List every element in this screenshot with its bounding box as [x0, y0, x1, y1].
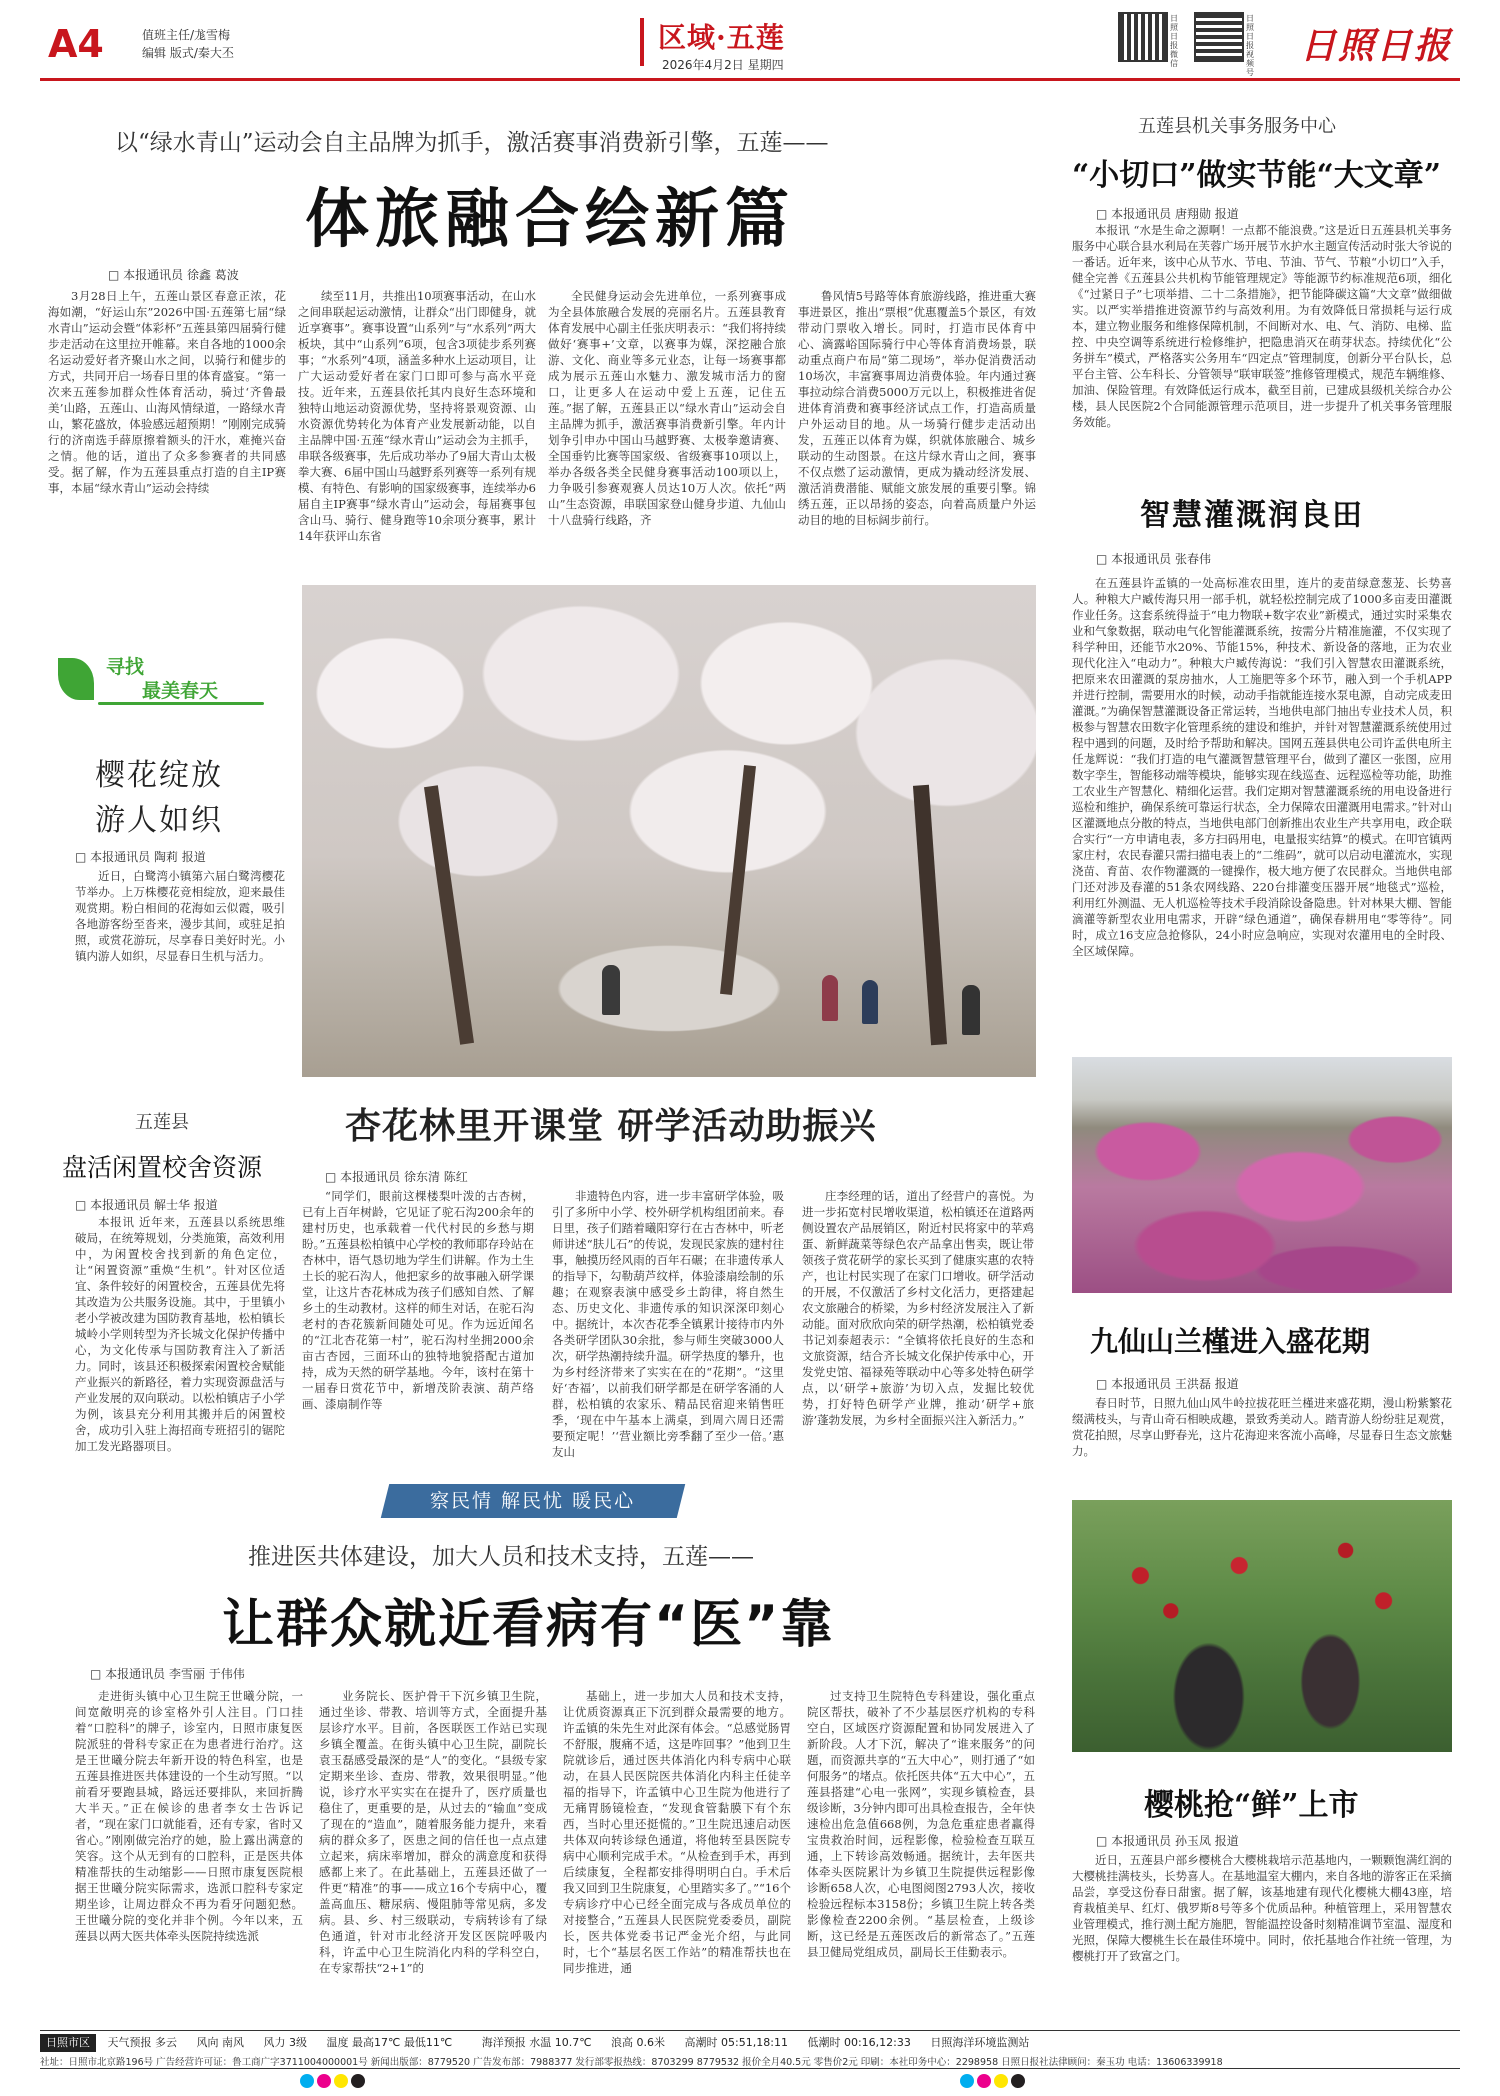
section-name: 区域·五莲 — [658, 21, 785, 54]
page-number: A4 — [48, 22, 104, 66]
school-body: 本报讯 近年来，五莲县以系统思维破局，在统筹规划，分类施策，高效利用中，为闲置校舍找到新的角色定位，让“闲置资源”重焕“生机”。针对区位适宜、条件较好的闲置校舍，五莲县优先将其改造为公共服务设施。其中，于里镇小老小学被改建为国防教育基地，松柏镇长城岭小学则转型为齐长城文化保护传播中心，为文化传承与国防教育注入了新活力。同时，该县还积极探索闲置校舍赋能产业振兴的新路径，着力实现资源盘活与产业发展的双向联动。以松柏镇店子小学为例，该县充分利用其搬并后的闲置校舍，成功引入驻上海招商专班招引的锯陀加工发光路器项目。 — [75, 1215, 285, 1453]
badge-underline — [98, 702, 264, 705]
visitor-figure — [962, 985, 980, 1035]
wind-direction: 风向 南风 — [196, 2036, 244, 2049]
health-headline: 让群众就近看病有“医”靠 — [222, 1595, 835, 1655]
apricot-col-1: “同学们，眼前这棵楼梨叶泼的古杏树，已有上百年树龄，它见证了驼石沟200余年的建村历史，也承载着一代代村民的乡愁与期盼。”五莲县松柏镇中心学校的教师耶存玲站在杏林中，语气恳切地为学生们讲解。作为土生土长的驼石沟人，他把家乡的故事融入研学课堂，让这片杏花林成为孩子们感知自然、了解乡土的生动教材。这样的师生对话，在驼石沟老村的杏花簇新间随处可见。作为远近闻名的“江北杏花第一村”，驼石沟村坐拥2000余亩古杏园，三面环山的独特地貌搭配古道加持，成为天然的研学基地。今年，该村在第十一届春日赏花节中，新增茂阶表演、葫芦络画、漆扇制作等 — [302, 1189, 534, 1411]
lead-col-4: 鲁风情5号路等体育旅游线路，推进重大赛事进景区，推出“票根”优惠覆盖5个景区，有效带动门票收入增长。同时，打造市民体育中心、滴露峪国际骑行中心等体育消费场景，联动重点商户布局“第二现场”，举办促消费活动10场次，丰富赛事周边消费体验。年内通过赛事拉动综合消费5000万元以上，积极推进省促进体育消费和赛事经济试点工作，打造高质量户外运动目的地。从一场骑行健步走活动出发，五莲正以体育为媒，织就体旅融合、城乡联动的生动图景。在这片绿水青山之间，赛事不仅点燃了运动激情，更成为撬动经济发展、激活消费潜能、赋能文旅发展的重要引擎。锦绣五莲，正以昂扬的姿态，向着高质量户外运动目的地的目标阔步前行。 — [798, 289, 1036, 527]
editor-line-1: 值班主任/尨雪梅 — [142, 28, 231, 42]
school-kicker: 五莲县 — [135, 1112, 189, 1133]
cherry-blossom-photo — [302, 585, 1036, 1077]
lead-byline: □ 本报通讯员 徐鑫 葛波 — [108, 266, 239, 283]
lead-col-2: 续至11月，共推出10项赛事活动，在山水之间串联起运动激情，让群众“出门即健身，就近享赛事”。赛事设置“山系列”与“水系列”两大板块，其中“山系列”6项，包含3项徒步系列赛事；“水系列”4项，涵盖多种水上运动项目，让广大运动爱好者在家门口即可参与高水平竞技。近年来，五莲县依托其内良好生态环境和独特山地运动资源优势，坚持将景观资源、山水资源优势转化为体育产业发展新动能，以自主品牌中国·五莲“绿水青山”运动会为主抓手，串联各级赛事，先后成功举办了9届大青山太极拳大赛、6届中国山马越野系列赛等一系列有规模、有特色、有影响的国家级赛事，连续举办6届自主IP赛事“绿水青山”运动会，每届赛事包含山马、骑行、健身跑等10余项分赛事，累计14年获评山东省 — [298, 289, 536, 543]
apricot-headline: 杏花林里开课堂 研学活动助振兴 — [345, 1106, 877, 1147]
masthead-rule — [40, 78, 1460, 81]
visitor-figure — [822, 975, 838, 1021]
badge-word-2: 最美春天 — [142, 680, 219, 702]
health-col-2: 业务院长、医护骨干下沉乡镇卫生院，通过坐诊、带教、培训等方式，全面提升基层诊疗水平。目前，各医联医工作站已实现乡镇全覆盖。在街头镇中心卫生院，副院长袁玉磊感受最深的是“人”的变化。“县级专家定期来坐诊、查房、带教，效果很明显。”他说，诊疗水平实实在在提升了，医疗质量也稳住了，更重要的是，从过去的“输血”变成了现在的“造血”，随着服务能力提升，来看病的群众多了，医患之间的信任也一点点建立起来，病床率增加，群众的满意度和获得感都上来了。在此基础上，五莲县还做了一件更“精准”的事——成立16个专病中心，覆盖高血压、糖尿病、慢阻肺等常见病，多发病。县、乡、村三级联动，专病转诊有了绿色通道，针对市北经济开发区医院呼吸内科，许孟中心卫生院消化内科的学科空白，在专家帮扶“2+1”的 — [319, 1689, 547, 1975]
spring-badge — [58, 650, 268, 710]
temperature: 温度 最高17℃ 最低11℃ — [326, 2036, 453, 2049]
cherry-picking-photo — [1072, 1500, 1452, 1752]
footer-top-rule — [40, 2030, 1460, 2031]
school-byline: □ 本报通讯员 解士华 报道 — [75, 1196, 218, 1213]
redbud-headline: 九仙山兰槿进入盛花期 — [1090, 1325, 1371, 1358]
apricot-byline: □ 本报通讯员 徐东清 陈红 — [325, 1168, 468, 1185]
color-registration-marks-left — [300, 2074, 365, 2088]
low-tide: 低潮时 00:16,12:33 — [807, 2036, 911, 2049]
registration-dot — [300, 2074, 314, 2088]
health-byline: □ 本报通讯员 李雪丽 于伟伟 — [90, 1665, 245, 1682]
sea-forecast: 海洋预报 水温 10.7℃ — [481, 2036, 592, 2049]
registration-dot — [1011, 2074, 1025, 2088]
health-kicker: 推进医共体建设，加大人员和技术支持，五莲—— — [248, 1544, 754, 1570]
registration-dot — [994, 2074, 1008, 2088]
tree-trunk — [424, 785, 474, 1044]
high-tide: 高潮时 05:51,18:11 — [684, 2036, 788, 2049]
registration-dot — [977, 2074, 991, 2088]
visitor-figure — [862, 980, 878, 1024]
cherry-body: 近日，白鹭湾小镇第六届白鹭湾樱花节举办。上万株樱花竞相绽放，迎来最佳观赏期。粉白相间的花海如云似霞，吸引各地游客纷至沓来，漫步其间，或驻足拍照，或赏花游玩，尽享春日美好时光。小镇内游人如织，尽显春日生机与活力。 — [75, 869, 285, 963]
monitor-station: 日照海洋环境监测站 — [930, 2036, 1030, 2049]
registration-dot — [334, 2074, 348, 2088]
health-text-columns — [75, 1688, 1037, 2026]
apricot-col-2: 非遗特色内容，进一步丰富研学体验，吸引了多所中小学、校外研学机构组团前来。春日里，孩子们踏着曦阳穿行在古杏林中，听老师讲述“肤儿石”的传说，发现民家族的建村往事，触摸历经风雨的百年石碾；在非遗传承人的指导下，勾勒葫芦纹样，体验漆扇绘制的乐趣；在观察表演中感受乡土韵律，将自然生态、历史文化、非遗传承的知识深深印刻心中。据统计，本次杏花季全镇累计接待市内外各类研学团队30余批，参与师生突破3000人次，研学热潮持续升温。研学热度的攀升，也为乡村经济带来了实实在在的“花期”。“这里好‘杏福’，以前我们研学都是在研学客涌的人群，松柏镇的农家乐、精品民宿迎来销售旺季，‘现在中午基本上满桌，到周六周日还需要预定呢！’‘营业额比旁季翻了至少一倍。’惠友山 — [552, 1189, 784, 1459]
energy-byline: □ 本报通讯员 唐翔勋 报道 — [1096, 205, 1239, 222]
school-headline: 盘活闲置校舍资源 — [62, 1153, 263, 1182]
qr-code-2 — [1196, 14, 1242, 60]
lead-col-1: 3月28日上午，五莲山景区春意正浓，花海如潮，“好运山东”2026中国·五莲第七届“绿水青山”运动会暨“体彩杯”五莲县第四届骑行健步走活动在这里拉开帷幕。来自各地的1000余名运动爱好者齐聚山水之间，以骑行和健步的方式，共同开启一场春日里的体育盛宴。“第一次来五莲参加群众性体育活动，骑过‘齐鲁最美’山路，五莲山、山海风情绿道，一路绿水青山，繁花盛放，体验感远超预期！”刚刚完成骑行的济南选手薛原擦着额头的汗水，难掩兴奋之情。他的话，道出了众多参赛者的共同感受。据了解，作为五莲县重点打造的自主IP赛事，本届“绿水青山”运动会持续 — [48, 289, 286, 495]
health-col-3: 基础上，进一步加大人员和技术支持，让优质资源真正下沉到群众最需要的地方。许孟镇的朱先生对此深有体会。“总感觉肠胃不舒服，腹痛不适，这是咋回事？”他到卫生院就诊后，通过医共体消化内科专病中心联动，在县人民医院医共体消化内科主任徒辛福的指导下，许孟镇中心卫生院为他进行了无痛胃肠镜检查，“发现食管黏膜下有个东西，当时心里还挺慌的。”卫生院迅速启动医共体双向转诊绿色通道，将他转至县医院专病中心顺利完成手术。“从检查到手术，再到后续康复，全程都安排得明明白白。手术后我又回到卫生院康复，心里踏实多了。”“16个专病诊疗中心已经全面完成与各成员单位的对接整合，”五莲县人民医院党委委员，副院长，医共体党委书记严金光介绍，与此同时，七个“基层名医工作站”的精准帮扶也在同步推进，通 — [563, 1689, 791, 1975]
editor-line-2: 编辑 版式/秦大丕 — [142, 46, 234, 60]
lead-headline: 体旅融合绘新篇 — [305, 183, 795, 257]
energy-kicker: 五莲县机关事务服务中心 — [1138, 116, 1336, 137]
cherry-fruit-body: 近日，五莲县户部乡樱桃合大樱桃栽培示范基地内，一颗颗饱满红润的大樱桃挂满枝头，长势喜人。在基地温室大棚内，来自各地的游客正在采摘品尝，享受这份春日甜蜜。据了解，该基地建有现代化樱桃大棚43座，培育栽植美早、红灯、俄罗斯8号等多个优质品种。种植管理上，采用智慧农业管理模式，推行测土配方施肥，智能温控设备时刻精准调节室温、湿度和光照，保障大樱桃生长在最佳环境中。同时，依托基地合作社统一管理，为樱桃打开了致富之门。 — [1072, 1853, 1452, 1963]
cherry-byline: □ 本报通讯员 陶莉 报道 — [75, 848, 206, 865]
tree-trunk — [720, 765, 756, 995]
weather-forecast: 天气预报 多云 — [107, 2036, 177, 2049]
irrigation-headline: 智慧灌溉润良田 — [1140, 498, 1364, 533]
health-col-4: 过支持卫生院特色专科建设，强化重点院区帮扶，破补了不少基层医疗机构的专科空白，区域医疗资源配置和协同发展进入了新阶段。人才下沉，解决了“谁来服务”的问题，而资源共享的“五大中心”，则打通了“如何服务”的堵点。依托医共体“五大中心”，五莲县搭建“心电一张网”，实现乡镇检查，县级诊断，3分钟内即可出具检查报告，全年快速检出危急值668例，为急危重症患者赢得宝贵救治时间，远程影像，检验检查互联互通，上下转诊高效畅通。据统计，去年医共体牵头医院累计为乡镇卫生院提供远程影像诊断658人次，心电图阅图2793人次，接收检验远程标本3158份；乡镇卫生院上转各类影像检查2200余例。“基层检查，上级诊断，这已经是五莲医改后的新常态了。”五莲县卫健局党组成员，副局长王佳勤表示。 — [807, 1689, 1035, 1959]
banner-text: 察民情 解民忧 暖民心 — [430, 1490, 636, 1512]
tree-trunk — [913, 785, 947, 1045]
masthead-divider-1 — [640, 18, 644, 66]
wind-force: 风力 3级 — [263, 2036, 307, 2049]
wave-height: 浪高 0.6米 — [611, 2036, 666, 2049]
badge-word-1: 寻找 — [106, 656, 145, 678]
qr-caption-1: 日照日报微信 — [1170, 14, 1178, 68]
qr-caption-2: 日照日报视频号 — [1246, 14, 1254, 77]
footer-bottom-rule — [40, 2068, 1460, 2069]
apricot-col-3: 庄李经理的话，道出了经营户的喜悦。为进一步拓宽村民增收渠道，松柏镇还在道路两侧设置农产品展销区，附近村民将家中的苹鸡蛋、新鲜蔬菜等绿色农产品拿出售卖，既让带领孩子赏花研学的家长买到了健康实惠的农特产，也让村民实现了在家门口增收。研学活动的开展，不仅激活了乡村文化活力，更搭建起农文旅融合的桥梁，为乡村经济发展注入了新动能。面对欣欣向荣的研学热潮，松柏镇党委书记刘泰超表示：“全镇将依托良好的生态和文旅资源，结合齐长城文化保护传承中心，开发党史馆、福禄苑等联动中心等多处特色研学点，以‘研学+旅游’为切入点，发掘比较优势，打好特色研学产业牌，推动‘研学+旅游’蓬勃发展，为乡村全面振兴注入新活力。” — [802, 1189, 1034, 1427]
leaf-icon — [58, 658, 94, 700]
registration-dot — [351, 2074, 365, 2088]
registration-dot — [960, 2074, 974, 2088]
redbud-body: 春日时节，日照九仙山风牛岭拉拔花旺兰槿进来盛花期，漫山粉紫繁花缀满枝头，与青山奇石相映成趣，景致秀美动人。踏青游人纷纷驻足观赏，赏花拍照，尽享山野春光，这片花海迎来客流小高峰，尽显春日生态文旅魅力。 — [1072, 1396, 1452, 1458]
qr-code-1 — [1120, 14, 1166, 60]
footer-location-label: 日照市区 — [40, 2034, 96, 2052]
health-col-1: 走进街头镇中心卫生院王世曦分院，一间宽敞明亮的诊室格外引人注目。门口挂着“口腔科”的牌子，诊室内，日照市康复医院派驻的骨科专家正在为患者进行治疗。这是王世曦分院去年新开设的特色科室，也是五莲县推进医共体建设的一个生动写照。“以前看牙要跑县城，路远还要排队，来回折腾大半天。”正在候诊的患者李女士告诉记者，“现在家门口就能看，还有专家，省时又省心。”刚刚做完治疗的她，脸上露出满意的笑容。这个从无到有的口腔科，正是医共体精准帮扶的生动缩影——日照市康复医院根据王世曦分院实际需求，选派口腔科专家定期坐诊，让周边群众不再为看牙问题犯愁。王世曦分院的变化并非个例。今年以来，五莲县以两大医共体牵头医院持续选派 — [75, 1689, 303, 1943]
irrigation-byline: □ 本报通讯员 张春伟 — [1096, 550, 1211, 567]
apricot-text-columns — [302, 1188, 1036, 1468]
cherry-headline-2: 游人如织 — [95, 803, 223, 838]
theme-banner — [381, 1484, 685, 1518]
cherry-fruit-byline: □ 本报通讯员 孙玉凤 报道 — [1096, 1832, 1239, 1849]
newspaper-logo: 日照日报 — [1300, 25, 1453, 67]
redbud-mountain-photo — [1072, 1057, 1452, 1293]
irrigation-body: 在五莲县许孟镇的一处高标准农田里，连片的麦苗绿意葱茏、长势喜人。种粮大户臧传海只用一部手机，就轻松控制完成了1000多亩麦田灌溉作业任务。这套系统得益于“电力物联+数字农业”新模式，通过实时采集农业和气象数据，联动电气化智能灌溉系统，按需分片精准施灌，不仅实现了科学种田，还能节水20%、节能15%，种技术、新设备的落地，正为农业现代化注入“电动力”。种粮大户臧传海说：“我们引入智慧农田灌溉系统，把原来农田灌溉的泵房抽水，人工施肥等多个环节，融入到一个手机APP并进行控制，需要用水的时候，动动手指就能连接水泵电源，自动完成麦田灌溉。”为确保智慧灌溉设备正常运转，当地供电部门抽出专业技术人员，积极参与智慧农田数字化管理系统的建设和维护，并针对智慧灌溉系统使用过程中遇到的问题，及时给予帮助和解决。国网五莲县供电公司许孟供电所主任尨辉说：“我们打造的电气灌溉智慧管理平台，做到了灌区一张图，应用数字孪生，智能移动端等模块，能够实现在线巡查、远程巡检等功能，助推工农业生产智慧化、精细化运营。我们定期对智慧灌溉系统的用电设备进行巡检和维护，确保系统可靠运行状态，全力保障农田灌溉用电需求。”针对山区灌溉地点分散的特点，当地供电部门创新推出农业生产共享用电，政企联合实行“一方申请电表，多方扫码用电，电量报实结算”的模式。在叩官镇两家庄村，农民春灌只需扫描电表上的“二维码”，就可以启动电灌流水，实现浇苗、育苗、农作物灌溉的一键操作，极大地方便了农民群众。当地供电部门还对涉及春灌的51条农网线路、220台排灌变压器开展“地毯式”巡检，利用红外测温、无人机巡检等技术手段消除设备隐患。针对林果大棚、智能滴灌等新型农业用电需求，开辟“绿色通道”，确保春耕用电“零等待”。同时，成立16支应急抢修队，24小时应急响应，实现对农灌用电的全时段、全区域保障。 — [1072, 576, 1452, 958]
cherry-fruit-headline: 樱桃抢“鲜”上市 — [1144, 1788, 1359, 1823]
energy-body: 本报讯 “水是生命之源啊！一点都不能浪费。”这是近日五莲县机关事务服务中心联合县水利局在芙蓉广场开展节水护水主题宣传活动时张大爷说的一番话。近年来，该中心从节水、节电、节油、节气、节粮“小切口”入手，健全完善《五莲县公共机构节能管理规定》等能源节约标准规范6项，细化《“过紧日子”七项举措、二十二条措施》，把节能降碳这篇“大文章”做细做实。以严实举措推进资源节约与高效利用。为有效降低日常损耗与运行成本，建立物业服务和维修保障机制，不间断对水、电、气、消防、电梯、监控、中央空调等系统进行检修维护，把隐患消灭在萌芽状态。持续优化“公务拼车”模式，严格落实公务用车“四定点”管理制度，创新分平台队长，总平台主管、公车科长、分管领导“联审联签”推修管理模式，规范车辆维修、加油、保险管理。有效降低运行成本，截至目前，已建成县级机关综合办公楼，县人民医院2个合同能源管理示范项目，进一步提升了机关事务管理服务效能。 — [1072, 223, 1452, 429]
lead-kicker: 以“绿水青山”运动会自主品牌为抓手，激活赛事消费新引擎，五莲—— — [115, 130, 829, 156]
cherry-headline-1: 樱花绽放 — [95, 758, 223, 793]
visitor-figure — [602, 965, 620, 1015]
lead-text-columns — [48, 288, 1036, 554]
footer-weather-bar — [40, 2034, 1460, 2052]
issue-date: 2026年4月2日 星期四 — [662, 58, 784, 72]
energy-headline: “小切口”做实节能“大文章” — [1072, 158, 1442, 193]
lead-col-3: 全民健身运动会先进单位，一系列赛事成为全县体旅融合发展的亮丽名片。五莲县教育体育发展中心副主任张庆明表示：“我们将持续做好‘赛事+’文章，以赛事为媒，深挖融合旅游、文化、商业等多元业态，让每一场赛事都成为展示五莲山水魅力、激发城市活力的窗口，让更多人在运动中爱上五莲，记住五莲。”据了解，五莲县正以“绿水青山”运动会自主品牌为抓手，激活赛事消费新引擎。年内计划争引申办中国山马越野赛、太极拳邀请赛、全国垂钓比赛等国家级、省级赛事10项以上，举办各级各类全民健身赛事活动100项以上，力争吸引参赛观赛人员达10万人次。依托“两山”生态资源，串联国家登山健身步道、九仙山十八盘骑行线路，齐 — [548, 289, 786, 527]
registration-dot — [317, 2074, 331, 2088]
color-registration-marks-right — [960, 2074, 1025, 2088]
redbud-byline: □ 本报通讯员 王洪磊 报道 — [1096, 1375, 1239, 1392]
footer-address: 社址：日照市北京路196号 广告经营许可证：鲁工商广字3711004000001号 新闻出版部：8779520 广告发布部：7988377 发行部零报热线：8703299 8779532 报价全月40.5元 零售价2元 印刷：本社印务中心：2298958 日照日报社法律顾问：秦玉功 电话：13606339918 — [40, 2057, 1223, 2068]
